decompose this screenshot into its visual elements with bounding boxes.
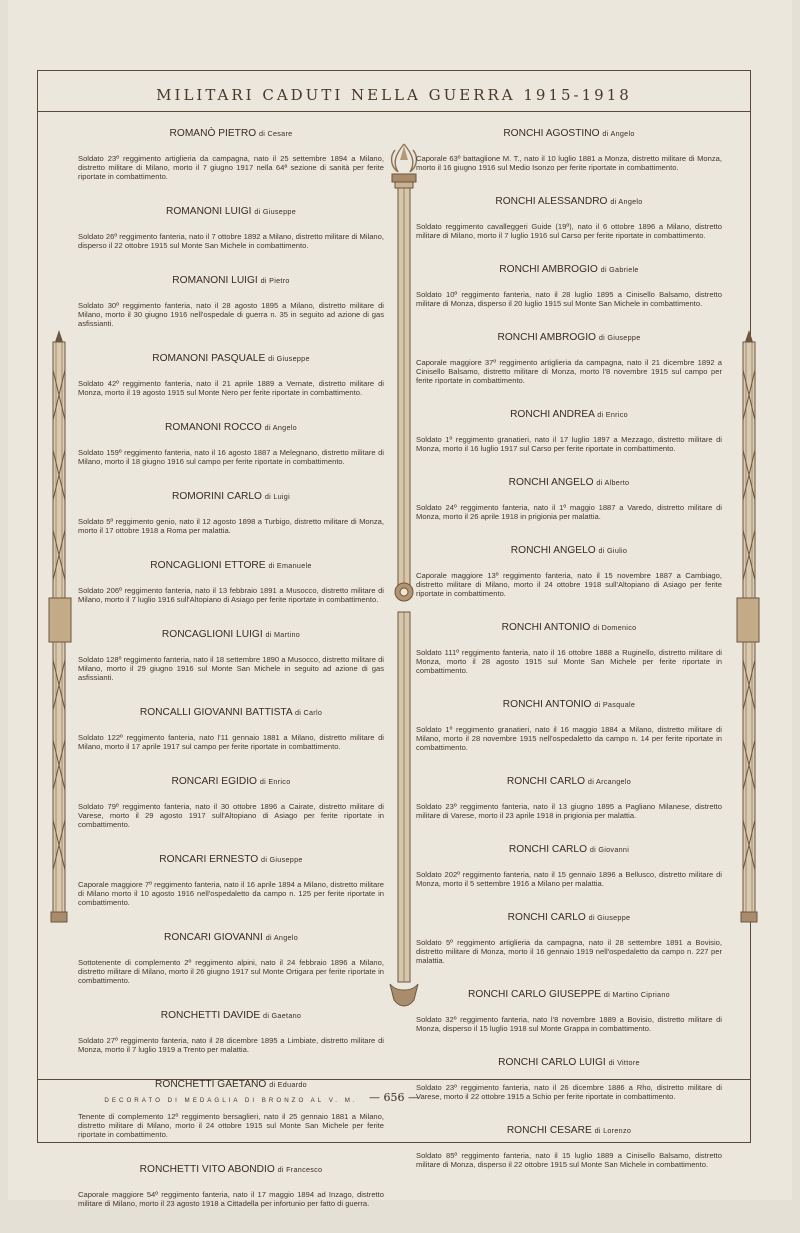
left-column <box>78 128 384 1233</box>
soldier-name <box>78 491 384 503</box>
soldier-name <box>78 560 384 572</box>
parent-name: di Martino Cipriano <box>603 990 670 999</box>
parent-name: di Lorenzo <box>594 1126 632 1135</box>
surname-given-name: ROMANONI ROCCO <box>165 422 262 433</box>
soldier-name <box>416 477 722 489</box>
soldier-name <box>416 332 722 344</box>
parent-name: di Pasquale <box>594 700 636 709</box>
soldier-name <box>416 128 722 140</box>
page-title: MILITARI CADUTI NELLA GUERRA 1915-1918 <box>156 86 632 104</box>
soldier-entry <box>416 622 722 675</box>
surname-given-name: RONCHI CESARE <box>506 1125 592 1136</box>
parent-name: di Giovanni <box>589 845 630 854</box>
parent-name: di Arcangelo <box>587 777 632 786</box>
soldier-entry <box>78 932 384 985</box>
soldier-name <box>78 1079 384 1091</box>
soldier-entry <box>78 854 384 907</box>
surname-given-name: RONCHI AGOSTINO <box>503 128 600 139</box>
parent-name: di Carlo <box>294 708 323 717</box>
soldier-entry <box>78 128 384 181</box>
surname-given-name: RONCHI ANGELO <box>508 477 594 488</box>
soldier-entry <box>78 206 384 250</box>
surname-given-name: RONCHI ALESSANDRO <box>495 196 608 207</box>
surname-given-name: ROMANONI PASQUALE <box>152 353 266 364</box>
parent-name: di Enrico <box>259 777 291 786</box>
surname-given-name: RONCHI ANDREA <box>510 409 595 420</box>
surname-given-name: RONCARI EGIDIO <box>171 776 257 787</box>
soldier-name <box>416 912 722 924</box>
service-record-text: Soldato reggimento cavalleggeri Guide (19º), nato il 6 ottobre 1896 a Milano, distretto militare di Milano, morto il 7 luglio 1916 sul Carso per ferite riportate in combattimento. <box>416 222 722 240</box>
soldier-entry <box>416 477 722 521</box>
service-record-text: Soldato 23º reggimento fanteria, nato il 26 dicembre 1886 a Rho, distretto militare di Varese, morto il 22 ottobre 1915 a Schio per ferite riportate in combattimento. <box>416 1083 722 1101</box>
soldier-entry <box>416 989 722 1033</box>
soldier-name <box>416 699 722 711</box>
service-record-text: Caporale maggiore 37º reggimento artiglieria da campagna, nato il 21 dicembre 1892 a Cinisello Balsamo, distretto militare di Monza, morto l'8 novembre 1915 sul campo per ferite riportate in combattimento. <box>416 358 722 385</box>
service-record-text: Caporale maggiore 7º reggimento fanteria, nato il 16 aprile 1894 a Milano, distretto militare di Milano morto il 10 agosto 1916 nell'ospedaletto da campo n. 125 per ferite riportate in combattimento. <box>78 880 384 907</box>
parent-name: di Martino <box>265 630 301 639</box>
soldier-entry <box>416 1057 722 1101</box>
parent-name: di Emanuele <box>268 561 312 570</box>
service-record-text: Soldato 5º reggimento genio, nato il 12 agosto 1898 a Turbigo, distretto militare di Monza, morto il 17 ottobre 1918 a Roma per malattia. <box>78 517 384 535</box>
parent-name: di Angelo <box>610 197 643 206</box>
soldier-entry <box>78 1010 384 1054</box>
surname-given-name: RONCHI ANTONIO <box>501 622 591 633</box>
parent-name: di Enrico <box>597 410 628 419</box>
parent-name: di Giulio <box>598 546 628 555</box>
soldier-name <box>78 1010 384 1022</box>
soldier-name <box>78 1164 384 1176</box>
service-record-text: Soldato 159º reggimento fanteria, nato il 16 agosto 1887 a Melegnano, distretto militare di Milano, morto il 18 giugno 1916 sul campo per ferite riportate in combattimento. <box>78 448 384 466</box>
soldier-entry <box>416 912 722 965</box>
parent-name: di Angelo <box>264 423 297 432</box>
service-record-text: Soldato 202º reggimento fanteria, nato il 15 gennaio 1896 a Bellusco, distretto militare di Monza, morto il 5 settembre 1916 a Milano per malattia. <box>416 870 722 888</box>
soldier-name <box>78 422 384 434</box>
soldier-name <box>78 776 384 788</box>
parent-name: di Gabriele <box>600 265 639 274</box>
service-record-text: Soldato 10º reggimento fanteria, nato il 28 luglio 1895 a Cinisello Balsamo, distretto militare di Monza, disperso il 20 luglio 1915 sul Monte San Michele in combattimento. <box>416 290 722 308</box>
header-rule <box>37 111 751 112</box>
surname-given-name: RONCHI CARLO LUIGI <box>498 1057 606 1068</box>
parent-name: di Angelo <box>602 129 635 138</box>
soldier-name <box>416 196 722 208</box>
surname-given-name: RONCARI GIOVANNI <box>164 932 263 943</box>
soldier-name <box>78 707 384 719</box>
surname-given-name: RONCHETTI VITO ABONDIO <box>139 1164 275 1175</box>
service-record-text: Soldato 24º reggimento fanteria, nato il 1º maggio 1887 a Varedo, distretto militare di Monza, morto il 26 aprile 1918 in prigionia per malattia. <box>416 503 722 521</box>
surname-given-name: RONCHI AMBROGIO <box>497 332 596 343</box>
surname-given-name: RONCHI CARLO <box>507 912 586 923</box>
soldier-entry <box>416 844 722 888</box>
service-record-text: Soldato 42º reggimento fanteria, nato il 21 aprile 1889 a Vernate, distretto militare di Monza, morto il 19 agosto 1915 sul Monte Nero per ferite riportate in combattimento. <box>78 379 384 397</box>
surname-given-name: ROMORINI CARLO <box>171 491 262 502</box>
decoration-note: DECORATO DI MEDAGLIA DI BRONZO AL V. M. <box>104 1097 358 1104</box>
parent-name: di Gaetano <box>263 1011 302 1020</box>
service-record-text: Soldato 111º reggimento fanteria, nato il 16 ottobre 1888 a Ruginello, distretto militare di Monza, morto il 28 agosto 1915 sul Monte San Michele per ferite riportate in combattimento. <box>416 648 722 675</box>
parent-name: di Giuseppe <box>254 207 296 216</box>
page-number: — 656 — <box>369 1091 419 1104</box>
soldier-name <box>416 844 722 856</box>
fasces-ornament-icon <box>46 330 72 930</box>
surname-given-name: RONCALLI GIOVANNI BATTISTA <box>139 707 293 718</box>
service-record-text: Soldato 1º reggimento granatieri, nato il 17 luglio 1897 a Mezzago, distretto militare di Monza, morto il 16 luglio 1917 sul Carso per ferite riportate in combattimento. <box>416 435 722 453</box>
soldier-entry <box>416 545 722 598</box>
soldier-name <box>416 409 722 421</box>
soldier-name <box>78 206 384 218</box>
service-record-text: Soldato 79º reggimento fanteria, nato il 30 ottobre 1896 a Cairate, distretto militare di Varese, morto il 29 agosto 1917 sull'Altopiano di Asiago per ferite riportate in combattimento. <box>78 802 384 829</box>
soldier-name <box>78 128 384 140</box>
soldier-entry <box>416 128 722 172</box>
service-record-text: Soldato 122º reggimento fanteria, nato l'11 gennaio 1881 a Milano, distretto militare di Milano, morto il 17 aprile 1917 sul campo per ferite riportate in combattimento. <box>78 733 384 751</box>
soldier-entry <box>416 776 722 820</box>
surname-given-name: RONCHI CARLO <box>508 844 587 855</box>
service-record-text: Soldato 1º reggimento granatieri, nato il 16 maggio 1884 a Milano, distretto militare di Milano, morto il 28 novembre 1915 nell'ospedaletto da campo n. 14 per ferite riportate in combattimento. <box>416 725 722 752</box>
service-record-text: Sottotenente di complemento 2º reggimento alpini, nato il 24 febbraio 1896 a Milano, distretto militare di Milano, morto il 26 giugno 1917 sul Monte Ortigara per ferite riportate in combattimento. <box>78 958 384 985</box>
surname-given-name: RONCHETTI DAVIDE <box>160 1010 261 1021</box>
soldier-name <box>416 1125 722 1137</box>
parent-name: di Alberto <box>596 478 630 487</box>
service-record-text: Soldato 206º reggimento fanteria, nato il 13 febbraio 1891 a Musocco, distretto militare di Milano, morto il 7 luglio 1916 sull'Altopiano di Asiago per ferite riportate in combattimento. <box>78 586 384 604</box>
soldier-name <box>78 854 384 866</box>
service-record-text: Soldato 30º reggimento fanteria, nato il 28 agosto 1895 a Milano, distretto militare di Milano, morto il 30 giugno 1916 nell'ospedale di guerra n. 35 in seguito ad azione di gas asfissianti. <box>78 301 384 328</box>
soldier-name <box>78 629 384 641</box>
surname-given-name: RONCHI AMBROGIO <box>499 264 598 275</box>
surname-given-name: RONCAGLIONI ETTORE <box>150 560 266 571</box>
service-record-text: Tenente di complemento 12º reggimento bersaglieri, nato il 25 gennaio 1881 a Milano, distretto militare di Milano, morto il 24 ottobre 1915 sul Monte San Michele per ferite riportate in combattimento. <box>78 1112 384 1139</box>
parent-name: di Giuseppe <box>261 855 303 864</box>
soldier-name <box>416 776 722 788</box>
service-record-text: Soldato 85º reggimento fanteria, nato il 15 luglio 1889 a Cinisello Balsamo, distretto militare di Monza, disperso il 22 ottobre 1915 sul Monte San Michele in combattimento. <box>416 1151 722 1169</box>
parent-name: di Giuseppe <box>598 333 641 342</box>
parent-name: di Domenico <box>593 623 637 632</box>
surname-given-name: ROMANÒ PIETRO <box>169 128 257 139</box>
surname-given-name: RONCARI ERNESTO <box>159 854 259 865</box>
parent-name: di Angelo <box>265 933 298 942</box>
soldier-entry <box>78 275 384 328</box>
soldier-entry <box>416 409 722 453</box>
soldier-entry <box>78 776 384 829</box>
soldier-entry <box>78 707 384 751</box>
parent-name: di Giuseppe <box>268 354 310 363</box>
soldier-name <box>78 932 384 944</box>
soldier-name <box>416 989 722 1001</box>
soldier-entry <box>78 491 384 535</box>
soldier-entry <box>416 1125 722 1169</box>
soldier-entry <box>416 264 722 308</box>
right-column <box>416 128 722 1193</box>
parent-name: di Vittore <box>608 1058 640 1067</box>
service-record-text: Soldato 26º reggimento fanteria, nato il 7 ottobre 1892 a Milano, distretto militare di Milano, disperso il 22 ottobre 1915 sul Monte San Michele in combattimento. <box>78 232 384 250</box>
parent-name: di Pietro <box>260 276 290 285</box>
service-record-text: Caporale 63º battaglione M. T., nato il 10 luglio 1881 a Monza, distretto militare di Monza, morto il 16 giugno 1916 sul Medio Isonzo per ferite riportate in combattimento. <box>416 154 722 172</box>
service-record-text: Soldato 5º reggimento artiglieria da campagna, nato il 28 settembre 1891 a Bovisio, distretto militare di Monza, morto il 16 gennaio 1919 nell'ospedaletto da campo n. 227 per malattia. <box>416 938 722 965</box>
surname-given-name: RONCHETTI GAETANO <box>155 1079 267 1090</box>
soldier-name <box>78 353 384 365</box>
surname-given-name: RONCHI CARLO GIUSEPPE <box>468 989 602 1000</box>
soldier-entry <box>416 699 722 752</box>
service-record-text: Caporale maggiore 54º reggimento fanteria, nato il 17 maggio 1894 ad Inzago, distretto militare di Milano, morto il 23 agosto 1918 a Cittadella per infortunio per fatto di guerra. <box>78 1190 384 1208</box>
soldier-entry <box>78 353 384 397</box>
soldier-entry <box>78 1164 384 1208</box>
soldier-name <box>416 1057 722 1069</box>
soldier-name <box>416 622 722 634</box>
surname-given-name: ROMANONI LUIGI <box>172 275 258 286</box>
soldier-entry <box>78 1079 384 1139</box>
service-record-text: Soldato 23º reggimento artiglieria da campagna, nato il 25 settembre 1894 a Milano, distretto militare di Milano, morto il 7 giugno 1917 nella 64ª sezione di sanità per ferite riportate in combattimento. <box>78 154 384 181</box>
soldier-entry <box>78 560 384 604</box>
soldier-name <box>416 545 722 557</box>
soldier-entry <box>416 332 722 385</box>
surname-given-name: RONCAGLIONI LUIGI <box>161 629 263 640</box>
service-record-text: Soldato 32º reggimento fanteria, nato l'8 novembre 1889 a Bovisio, distretto militare di Monza, disperso il 15 luglio 1918 sul Monte Grappa in combattimento. <box>416 1015 722 1033</box>
parent-name: di Giuseppe <box>588 913 631 922</box>
parent-name: di Luigi <box>264 492 291 501</box>
service-record-text: Soldato 27º reggimento fanteria, nato il 28 dicembre 1895 a Limbiate, distretto militare di Monza, morto il 7 luglio 1919 a Trento per malattia. <box>78 1036 384 1054</box>
surname-given-name: RONCHI CARLO <box>506 776 586 787</box>
soldier-entry <box>78 422 384 466</box>
surname-given-name: RONCHI ANTONIO <box>502 699 592 710</box>
service-record-text: Caporale maggiore 13º reggimento fanteria, nato il 15 novembre 1887 a Cambiago, distretto militare di Milano, morto il 24 ottobre 1918 sull'Altopiano di Asiago per ferite riportate in combattimento. <box>416 571 722 598</box>
soldier-name <box>416 264 722 276</box>
soldier-entry <box>416 196 722 240</box>
fasces-ornament-icon <box>736 330 762 930</box>
service-record-text: Soldato 128º reggimento fanteria, nato il 18 settembre 1890 a Musocco, distretto militare di Milano, morto il 29 giugno 1916 sul Monte San Michele in seguito ad azione di gas asfissianti. <box>78 655 384 682</box>
parent-name: di Francesco <box>277 1165 323 1174</box>
parent-name: di Cesare <box>258 129 293 138</box>
soldier-entry <box>78 629 384 682</box>
soldier-name <box>78 275 384 287</box>
surname-given-name: RONCHI ANGELO <box>510 545 596 556</box>
service-record-text: Soldato 23º reggimento fanteria, nato il 13 giugno 1895 a Pagliano Milanese, distretto militare di Varese, morto il 23 aprile 1918 in prigionia per malattia. <box>416 802 722 820</box>
surname-given-name: ROMANONI LUIGI <box>166 206 252 217</box>
parent-name: di Eduardo <box>269 1080 307 1089</box>
